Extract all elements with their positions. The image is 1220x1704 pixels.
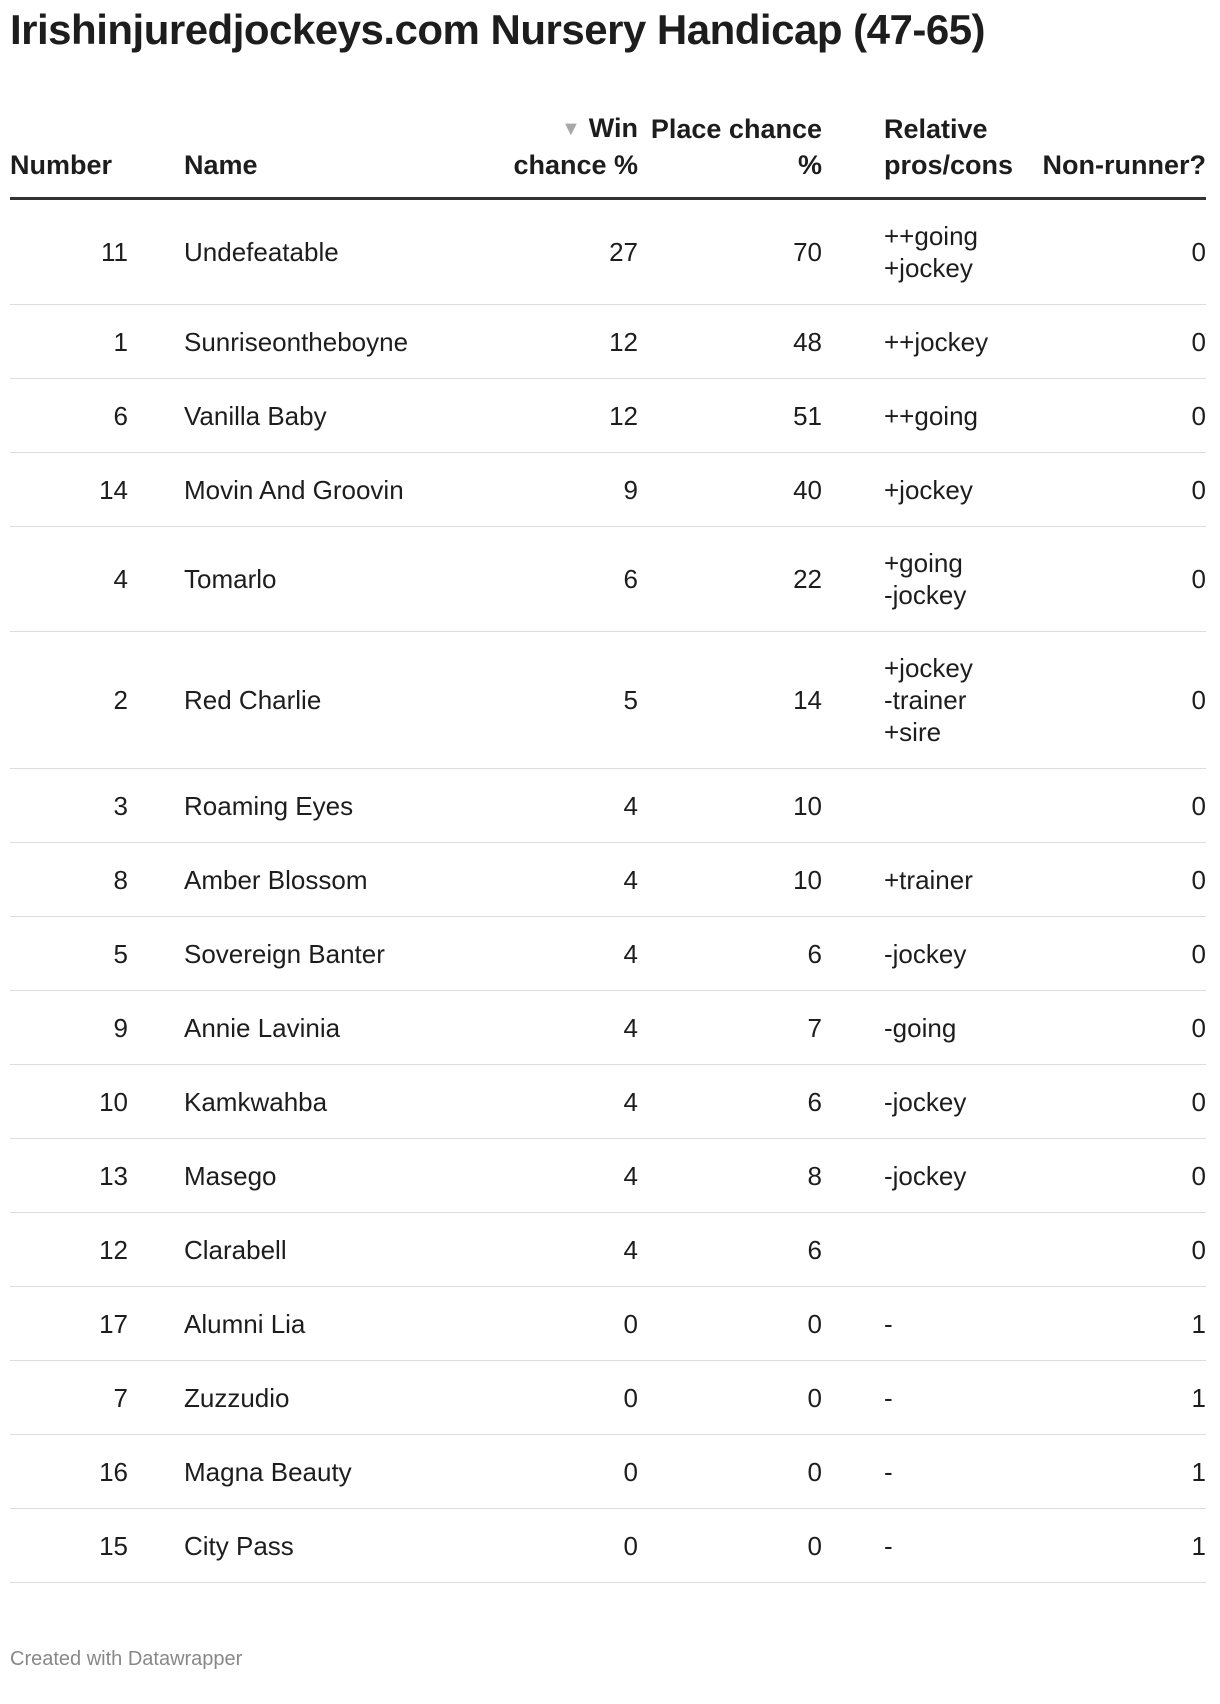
pros-cons-item: - [884,1308,893,1339]
cell-name: Movin And Groovin [128,453,468,527]
cell-place-chance: 0 [638,1509,822,1583]
cell-pros-cons [822,1509,1040,1583]
cell-number: 10 [10,1065,128,1139]
cell-pros-cons [822,917,1040,991]
pros-cons-item: +jockey [884,253,973,283]
cell-place-chance: 22 [638,527,822,632]
cell-number: 2 [10,632,128,769]
pros-cons-item: +jockey [884,474,973,505]
cell-number: 15 [10,1509,128,1583]
column-header-non-runner[interactable]: Non-runner? [1040,110,1206,199]
pros-cons-item: - [884,1382,893,1413]
pros-cons-item: -jockey [884,1086,967,1117]
cell-win-chance: 9 [468,453,638,527]
cell-number: 16 [10,1435,128,1509]
table-row [10,917,1206,991]
cell-non-runner: 0 [1040,1213,1206,1287]
cell-non-runner: 0 [1040,991,1206,1065]
cell-win-chance: 4 [468,1139,638,1213]
pros-cons-item: -jockey [884,1160,967,1191]
cell-name: Magna Beauty [128,1435,468,1509]
cell-non-runner: 1 [1040,1287,1206,1361]
cell-non-runner: 0 [1040,527,1206,632]
cell-number: 17 [10,1287,128,1361]
cell-number: 3 [10,769,128,843]
table-row [10,1139,1206,1213]
cell-name: Tomarlo [128,527,468,632]
pros-cons-item: -jockey [884,580,967,610]
cell-name: Red Charlie [128,632,468,769]
cell-place-chance: 70 [638,199,822,305]
cell-number: 11 [10,199,128,305]
cell-non-runner: 0 [1040,769,1206,843]
table-row [10,305,1206,379]
cell-place-chance: 0 [638,1287,822,1361]
cell-non-runner: 0 [1040,843,1206,917]
pros-cons-item: - [884,1530,893,1561]
pros-cons-item: -trainer [884,685,967,715]
cell-place-chance: 48 [638,305,822,379]
cell-non-runner: 0 [1040,917,1206,991]
pros-cons-item: +sire [884,717,942,747]
table-row [10,843,1206,917]
table-row [10,453,1206,527]
cell-win-chance: 4 [468,1213,638,1287]
cell-name: Sovereign Banter [128,917,468,991]
results-table [10,110,1206,1583]
cell-place-chance: 6 [638,1065,822,1139]
cell-win-chance: 12 [468,379,638,453]
cell-name: Roaming Eyes [128,769,468,843]
cell-win-chance: 0 [468,1287,638,1361]
datawrapper-credit: Created with Datawrapper [10,1648,243,1670]
cell-number: 5 [10,917,128,991]
cell-win-chance: 0 [468,1435,638,1509]
table-row [10,379,1206,453]
cell-name: Sunriseontheboyne [128,305,468,379]
cell-win-chance: 27 [468,199,638,305]
column-header-number[interactable]: Number [10,110,128,199]
cell-name: Masego [128,1139,468,1213]
cell-place-chance: 6 [638,917,822,991]
cell-pros-cons [822,991,1040,1065]
cell-pros-cons [822,769,1040,843]
cell-name: City Pass [128,1509,468,1583]
column-header-pros-cons[interactable]: Relative pros/cons [822,110,1040,199]
sort-descending-icon: ▼ [560,118,581,140]
cell-non-runner: 1 [1040,1361,1206,1435]
cell-non-runner: 0 [1040,1139,1206,1213]
cell-non-runner: 1 [1040,1435,1206,1509]
cell-number: 8 [10,843,128,917]
cell-win-chance: 4 [468,769,638,843]
cell-name: Zuzzudio [128,1361,468,1435]
cell-number: 6 [10,379,128,453]
cell-name: Vanilla Baby [128,379,468,453]
pros-cons-item: ++jockey [884,326,989,357]
cell-number: 13 [10,1139,128,1213]
cell-win-chance: 4 [468,917,638,991]
pros-cons-item: +going [884,548,963,578]
cell-place-chance: 8 [638,1139,822,1213]
cell-win-chance: 0 [468,1509,638,1583]
cell-pros-cons [822,632,1040,769]
cell-place-chance: 7 [638,991,822,1065]
cell-pros-cons [822,1435,1040,1509]
table-row [10,527,1206,632]
table-row [10,1287,1206,1361]
cell-non-runner: 0 [1040,1065,1206,1139]
table-row [10,991,1206,1065]
cell-non-runner: 0 [1040,305,1206,379]
cell-pros-cons [822,305,1040,379]
cell-pros-cons [822,453,1040,527]
cell-win-chance: 4 [468,1065,638,1139]
cell-win-chance: 4 [468,991,638,1065]
cell-non-runner: 0 [1040,453,1206,527]
cell-number: 4 [10,527,128,632]
table-body [10,199,1206,1583]
column-header-place-chance[interactable]: Place chance % [638,110,822,199]
cell-place-chance: 10 [638,843,822,917]
cell-place-chance: 6 [638,1213,822,1287]
cell-win-chance: 5 [468,632,638,769]
cell-win-chance: 4 [468,843,638,917]
cell-name: Annie Lavinia [128,991,468,1065]
pros-cons-item: ++going [884,400,978,431]
cell-name: Alumni Lia [128,1287,468,1361]
cell-name: Amber Blossom [128,843,468,917]
pros-cons-item: - [884,1456,893,1487]
pros-cons-item: +trainer [884,864,973,895]
cell-number: 7 [10,1361,128,1435]
column-header-win-chance-label: Win chance % [513,113,638,180]
cell-non-runner: 1 [1040,1509,1206,1583]
pros-cons-item: ++going [884,221,978,251]
table-row [10,1065,1206,1139]
cell-number: 1 [10,305,128,379]
table-row [10,199,1206,305]
cell-number: 12 [10,1213,128,1287]
cell-pros-cons [822,1287,1040,1361]
cell-place-chance: 14 [638,632,822,769]
page-title: Irishinjuredjockeys.com Nursery Handicap (47-65) [10,6,986,53]
table-row [10,632,1206,769]
cell-place-chance: 40 [638,453,822,527]
cell-win-chance: 6 [468,527,638,632]
table-row [10,769,1206,843]
cell-non-runner: 0 [1040,199,1206,305]
cell-pros-cons [822,1065,1040,1139]
column-header-win-chance[interactable] [468,110,638,199]
cell-place-chance: 0 [638,1361,822,1435]
pros-cons-item: -going [884,1012,957,1043]
cell-non-runner: 0 [1040,379,1206,453]
table-row [10,1509,1206,1583]
cell-pros-cons [822,1139,1040,1213]
cell-pros-cons [822,527,1040,632]
pros-cons-item: -jockey [884,938,967,969]
pros-cons-item: +jockey [884,653,973,683]
cell-pros-cons [822,1213,1040,1287]
cell-number: 14 [10,453,128,527]
column-header-name[interactable]: Name [128,110,468,199]
table-row [10,1213,1206,1287]
cell-win-chance: 12 [468,305,638,379]
table-header [10,110,1206,199]
cell-non-runner: 0 [1040,632,1206,769]
cell-win-chance: 0 [468,1361,638,1435]
cell-pros-cons [822,379,1040,453]
cell-pros-cons [822,1361,1040,1435]
cell-name: Clarabell [128,1213,468,1287]
cell-name: Undefeatable [128,199,468,305]
cell-pros-cons [822,199,1040,305]
table-row [10,1435,1206,1509]
cell-pros-cons [822,843,1040,917]
cell-name: Kamkwahba [128,1065,468,1139]
cell-place-chance: 10 [638,769,822,843]
cell-number: 9 [10,991,128,1065]
cell-place-chance: 0 [638,1435,822,1509]
cell-place-chance: 51 [638,379,822,453]
table-row [10,1361,1206,1435]
